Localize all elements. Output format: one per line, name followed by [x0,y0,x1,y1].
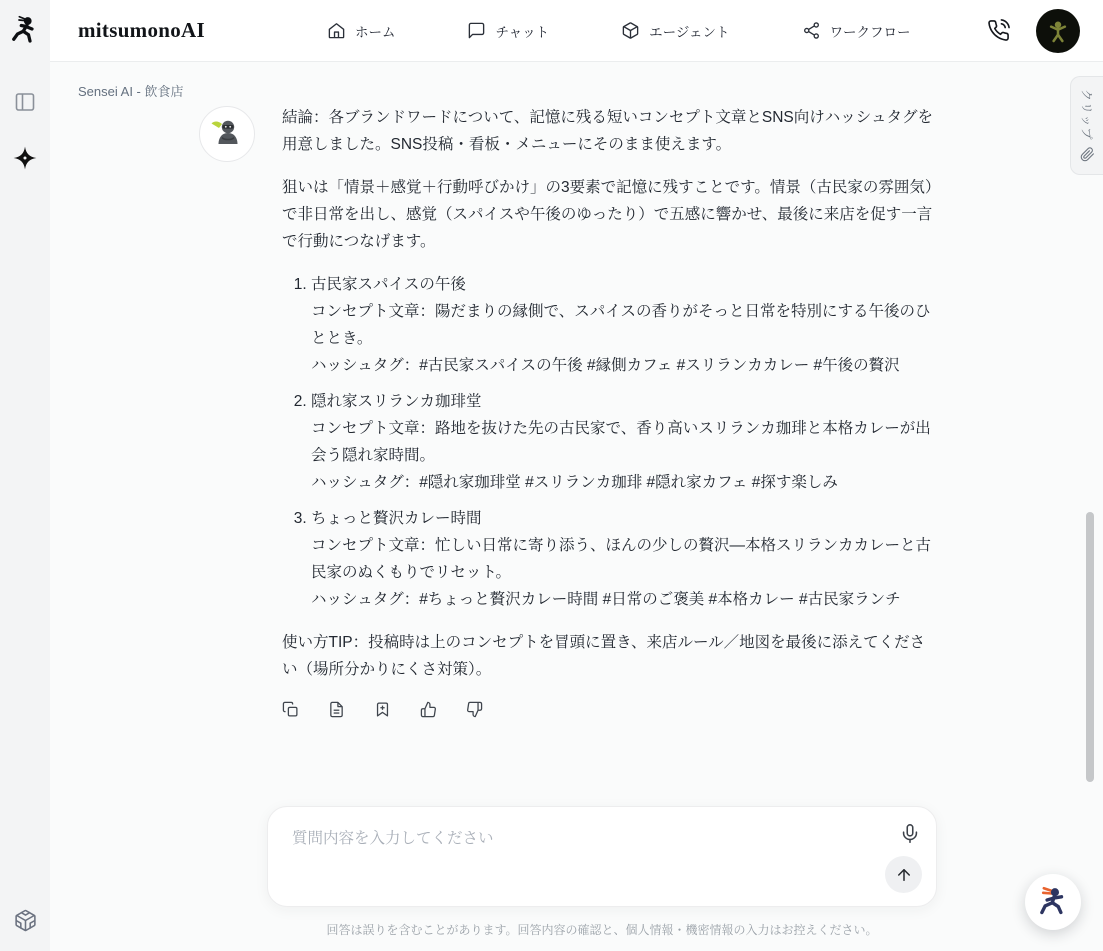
agent-icon [621,21,640,40]
item-title: 1. 古民家スパイスの午後 [311,276,466,293]
send-up-icon [895,866,913,884]
nav-chat-label: チャット [495,24,550,40]
question-input[interactable] [268,807,936,906]
header-right [987,9,1103,53]
item-hashtags: ハッシュタグ：#隠れ家珈琲堂 #スリランカ珈琲 #隠れ家カフェ #探す楽しみ [311,474,838,491]
user-avatar[interactable] [1036,9,1080,53]
nav-chat[interactable] [467,21,549,41]
mic-icon[interactable] [899,823,921,845]
message-actions [282,701,936,718]
send-button[interactable] [885,856,922,893]
nav-home-label: ホーム [354,24,396,40]
message-strategy: 狙いは「情景＋感覚＋行動呼びかけ」の3要素で記憶に残すことです。情景（古民家の雰囲気）で非日常を出し、感覚（スパイスや午後のゆったり）で五感に響かせ、最後に来店を促す一言で行動につなげます。 [282,179,933,250]
clip-tab-label: クリップ [1079,88,1094,141]
composer [267,806,937,907]
bookmark-add-icon[interactable] [374,701,391,718]
assistant-avatar [199,106,255,162]
nav-workflow-label: ワークフロー [829,24,911,40]
sparkle-icon[interactable] [8,141,42,175]
top-header [50,0,1103,62]
codesandbox-icon[interactable] [8,903,42,937]
list-item [311,388,936,496]
list-item [311,505,936,613]
item-concept: コンセプト文章：陽だまりの縁側で、スパイスの香りがそっと日常を特別にする午後のひととき。 [311,303,931,347]
workflow-icon [802,21,821,40]
assistant-message [282,104,936,718]
panel-toggle-icon[interactable] [8,85,42,119]
item-concept: コンセプト文章：路地を抜けた先の古民家で、香り高いスリランカ珈琲と本格カレーが出会う隠れ家時間。 [311,420,931,464]
ninja-logo [0,0,50,62]
item-title: 2. 隠れ家スリランカ珈琲堂 [311,393,482,410]
nav-agent[interactable] [621,21,729,41]
item-hashtags: ハッシュタグ：#ちょっと贅沢カレー時間 #日常のご褒美 #本格カレー #古民家ランチ [311,591,901,608]
session-label: Sensei AI - 飲食店 [78,84,184,99]
thumbs-up-icon[interactable] [420,701,437,718]
item-title: 3. ちょっと贅沢カレー時間 [311,510,482,527]
home-icon [327,21,346,40]
chat-icon [467,21,486,40]
item-concept: コンセプト文章：忙しい日常に寄り添う、ほんの少しの贅沢—本格スリランカカレーと古民家のぬくもりでリセット。 [311,537,932,581]
app-title: mitsumonoAI [78,18,205,42]
ninja-fab-button[interactable] [1025,874,1081,930]
paperclip-icon [1080,147,1095,162]
phone-call-icon[interactable] [987,19,1010,42]
left-rail [0,0,50,951]
document-icon[interactable] [328,701,345,718]
clip-tab[interactable] [1070,76,1103,175]
scrollbar-thumb[interactable] [1086,512,1094,782]
thumbs-down-icon[interactable] [466,701,483,718]
copy-icon[interactable] [282,701,299,718]
main-nav [327,21,911,41]
concept-list [282,271,936,613]
message-intro: 結論：各ブランドワードについて、記憶に残る短いコンセプト文章とSNS向けハッシュタグを用意しました。SNS投稿・看板・メニューにそのまま使えます。 [282,109,933,153]
nav-agent-label: エージェント [649,24,730,40]
item-hashtags: ハッシュタグ：#古民家スパイスの午後 #縁側カフェ #スリランカカレー #午後の贅沢 [311,357,900,374]
message-tip: 使い方TIP：投稿時は上のコンセプトを冒頭に置き、来店ルール／地図を最後に添えてください（場所分かりにくさ対策）。 [282,634,926,678]
nav-workflow[interactable] [802,21,911,41]
list-item [311,271,936,379]
nav-home[interactable] [327,21,396,41]
disclaimer-text: 回答は誤りを含むことがあります。回答内容の確認と、個人情報・機密情報の入力はお控えください。 [326,923,878,937]
